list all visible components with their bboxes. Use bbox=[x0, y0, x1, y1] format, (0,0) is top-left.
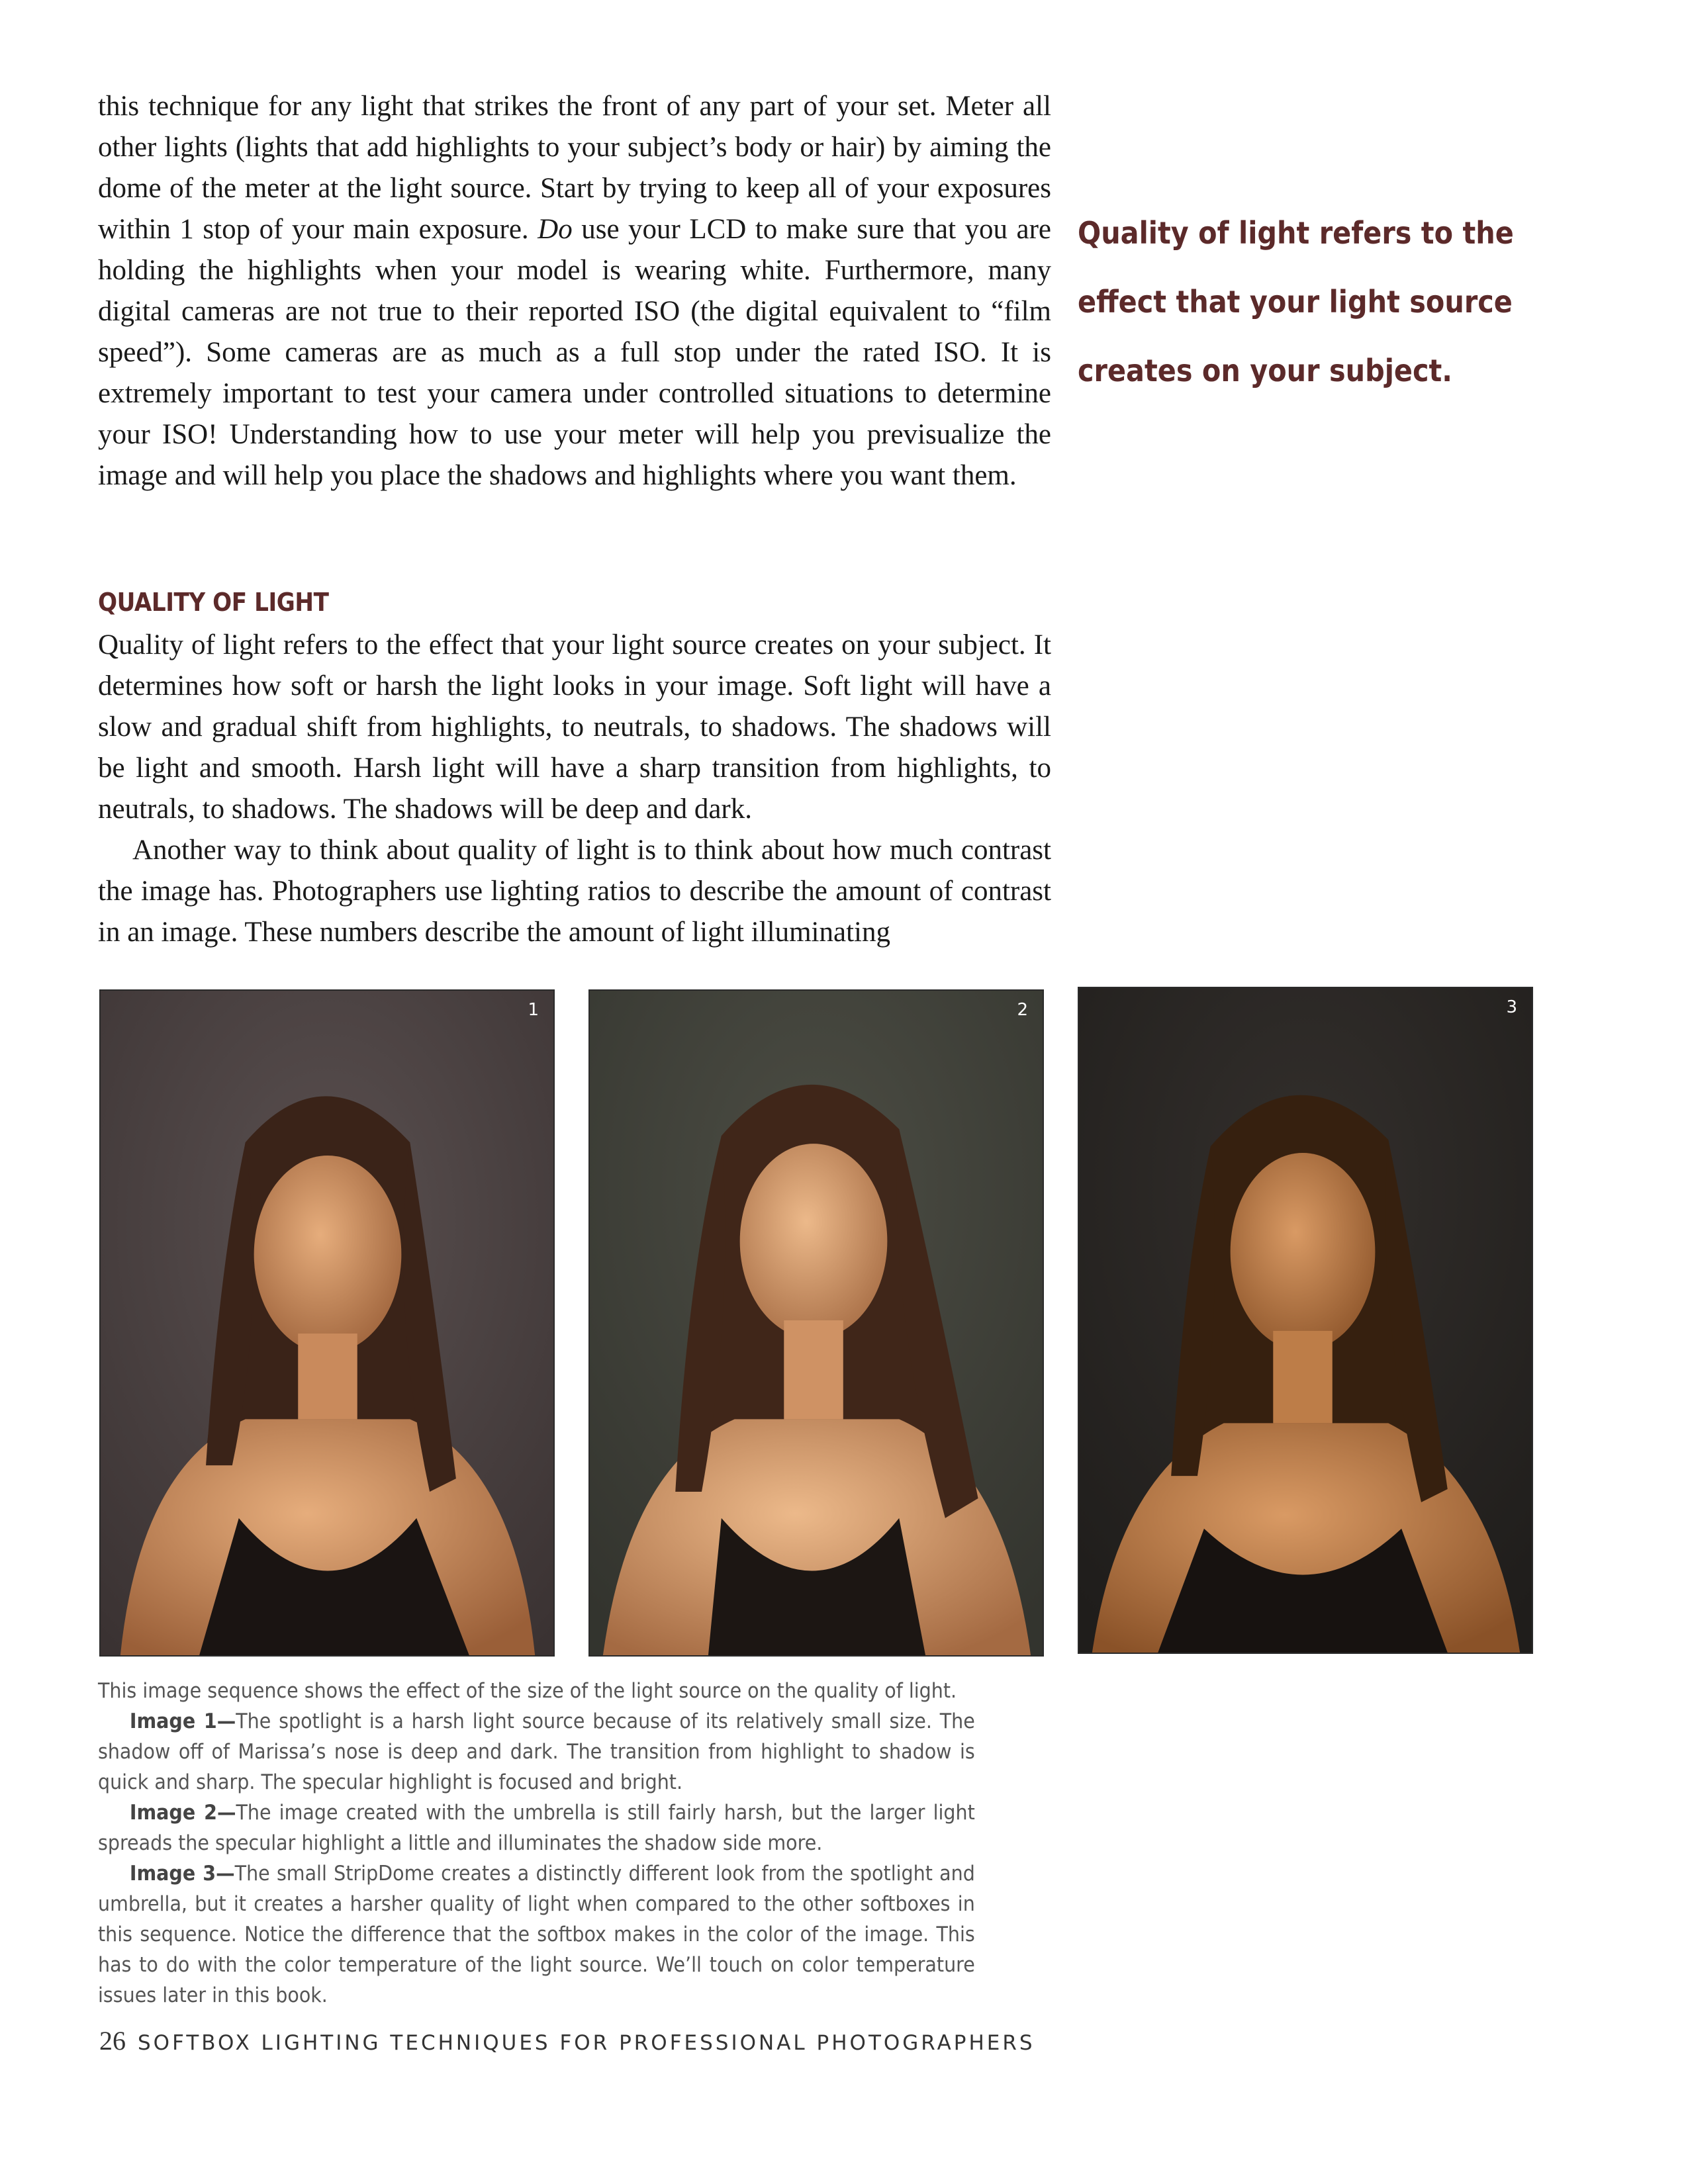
portrait-photo-1 bbox=[99, 989, 555, 1657]
caption-label: Image 2— bbox=[129, 1801, 236, 1825]
caption-text: The image created with the umbrella is still fairly harsh, but the larger light spreads the specular highlight a little and illuminates the shadow side more. bbox=[98, 1801, 975, 1855]
portrait-image bbox=[101, 991, 553, 1655]
body-section-quality-of-light bbox=[98, 625, 1051, 953]
running-title: SOFTBOX LIGHTING TECHNIQUES FOR PROFESSIONAL PHOTOGRAPHERS bbox=[138, 2031, 1035, 2055]
image-number: 3 bbox=[1506, 997, 1517, 1017]
portrait-photo-2 bbox=[588, 989, 1044, 1657]
caption-text: The small StripDome creates a distinctly different look from the spotlight and umbrella, but it creates a harsher quality of light when compared to the other softboxes in this sequence. Notice the difference that the softbox makes in the color of the image. This has to do with the color temperature of the light source. We’ll touch on color temperature issues later in this book. bbox=[98, 1862, 975, 2007]
paragraph: Quality of light refers to the effect that your light source creates on your subject. It determines how soft or harsh the light looks in your image. Soft light will have a slow and gradual shift from highlights, to neutrals, to shadows. The shadows will be light and smooth. Harsh light will have a sharp transition from highlights, to neutrals, to shadows. The shadows will be deep and dark. bbox=[98, 629, 1051, 825]
paragraph-text: use your LCD to make sure that you are holding the highlights when your model is wearing white. Furthermore, many digital cameras are not true to their reported ISO (the digital equivalent to “film speed”). Some cameras are as much as a full stop under the rated ISO. It is extremely important to test your camera under controlled situations to determine your ISO! Understanding how to use your meter will help you previsualize the image and will help you place the shadows and highlights where you want them. bbox=[98, 214, 1052, 491]
portrait-image bbox=[1079, 988, 1532, 1653]
paragraph-text: this technique for any light that strikes the front of any part of your set. Meter all other lights (lights that add highlights to your subject’s body or hair) by aiming the dome of the meter at the light source. Start by trying to keep all of your exposures within 1 stop of your main exposure. bbox=[98, 91, 1051, 245]
caption-text: The spotlight is a harsh light source because of its relatively small size. The shadow off of Marissa’s nose is deep and dark. The transition from highlight to shadow is quick and sharp. The specular highlight is focused and bright. bbox=[98, 1709, 975, 1794]
caption-label: Image 1— bbox=[129, 1709, 236, 1733]
body-paragraph-meter bbox=[98, 86, 1051, 496]
caption-item bbox=[98, 1797, 975, 1858]
image-number: 2 bbox=[1017, 1000, 1028, 1020]
pull-quote: Quality of light refers to the effect that your light source creates on your subject. bbox=[1078, 215, 1514, 388]
emphasis-text: Do bbox=[538, 214, 573, 245]
caption-item bbox=[98, 1706, 975, 1797]
paragraph: Another way to think about quality of light is to think about how much contrast the image has. Photographers use lighting ratios to describe the amount of contrast in an image. These numbers describe the amount of light illuminating bbox=[98, 835, 1051, 948]
caption-item bbox=[98, 1858, 975, 2011]
figure-caption bbox=[98, 1676, 975, 2011]
caption-intro: This image sequence shows the effect of the size of the light source on the quality of light. bbox=[98, 1679, 957, 1703]
portrait-photo-3 bbox=[1078, 987, 1533, 1654]
image-number: 1 bbox=[528, 1000, 539, 1020]
page-number: 26 bbox=[99, 2026, 126, 2056]
page-footer bbox=[99, 2025, 1035, 2056]
portrait-image bbox=[590, 991, 1043, 1655]
section-heading: QUALITY OF LIGHT bbox=[98, 588, 329, 617]
paragraph bbox=[98, 86, 1051, 496]
caption-label: Image 3— bbox=[129, 1862, 235, 1886]
